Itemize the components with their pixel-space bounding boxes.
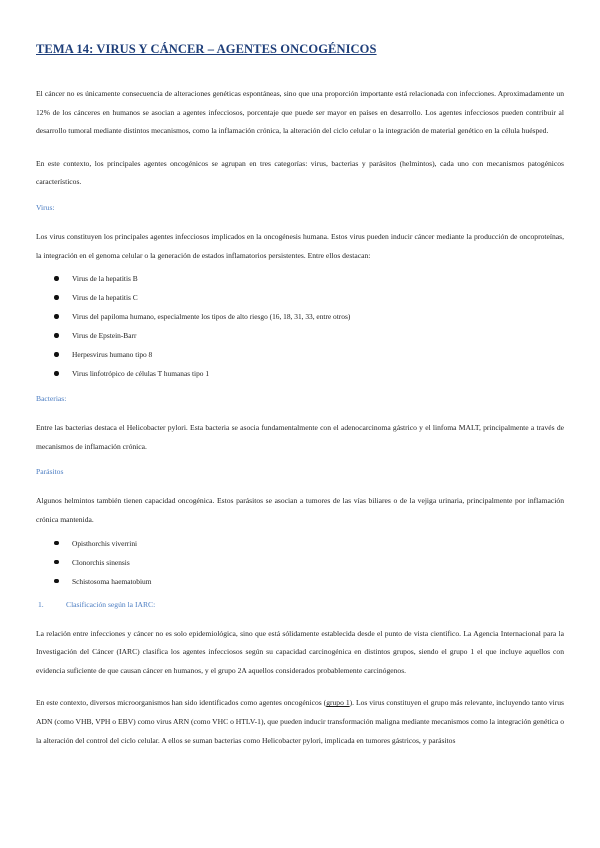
bacteria-paragraph: Entre las bacterias destaca el Helicobacter pylori. Esta bacteria se asocia fundamentalmente con el adenocarcinoma gástrico y el linfoma MALT, principalmente a través de mecanismos de inflamación crónica. <box>36 423 564 451</box>
section-1-paragraph-2 <box>36 694 564 750</box>
document-title: TEMA 14: VIRUS Y CÁNCER – AGENTES ONCOGÉNICOS <box>36 42 377 56</box>
virus-heading: Virus: <box>36 202 55 212</box>
bacteria-heading: Bacterias: <box>36 394 67 404</box>
spacer <box>36 680 564 694</box>
bullet-icon <box>54 371 59 376</box>
list-item <box>54 288 564 307</box>
list-item-text: Virus del papiloma humano, especialmente los tipos de alto riesgo (16, 18, 31, 33, entre otros) <box>72 312 351 322</box>
list-item-text: Virus de la hepatitis C <box>72 293 138 303</box>
list-item <box>54 572 564 591</box>
list-item <box>54 364 564 383</box>
parasites-list <box>36 534 564 591</box>
list-item <box>54 307 564 326</box>
list-item-text: Virus linfotrópico de células T humanas tipo 1 <box>72 369 210 379</box>
list-item <box>54 345 564 364</box>
text-run: En este contexto, diversos microorganismos han sido identificados como agentes oncogénicos ( <box>36 698 327 708</box>
bullet-icon <box>54 560 59 565</box>
list-item <box>54 553 564 572</box>
list-item-text: Schistosoma haematobium <box>72 576 152 586</box>
list-item-text: Opisthorchis viverrini <box>72 538 138 548</box>
list-item-text: Virus de la hepatitis B <box>72 274 138 284</box>
virus-paragraph: Los virus constituyen los principales agentes infecciosos implicados en la oncogénesis humana. Estos virus pueden inducir cáncer mediante la producción de oncoproteínas, la integración en el genoma celular o la generación de estados inflamatorios persistentes. Entre ellos destacan: <box>36 231 564 260</box>
list-item <box>54 269 564 288</box>
bullet-icon <box>54 352 59 357</box>
underlined-text: grupo 1 <box>326 698 350 708</box>
section-1-paragraph-1: La relación entre infecciones y cáncer no es solo epidemiológica, sino que está sólidamente establecida desde el punto de vista científico. La Agencia Internacional para la Investigación del Cáncer (IARC) clasifica los agentes infecciosos según su capacidad carcinogénica en distintos grupos, siendo el grupo 1 el que incluye aquellos con evidencia suficiente de que causan cáncer en humanos, y el grupo 2A aquellos considerados probablemente carcinógenos. <box>36 628 564 675</box>
bullet-icon <box>54 333 59 338</box>
list-item <box>54 326 564 345</box>
section-1-heading <box>36 599 564 611</box>
list-item-text: Clonorchis sinensis <box>72 557 130 567</box>
spacer <box>36 141 564 155</box>
bullet-icon <box>54 541 59 546</box>
list-item-text: Herpesvirus humano tipo 8 <box>72 350 153 360</box>
intro-paragraph-1: El cáncer no es únicamente consecuencia de alteraciones genéticas espontáneas, sino que una proporción importante está relacionada con infecciones. Aproximadamente un 12% de los cánceres en humanos se asocian a agentes infecciosos, porcentaje que puede ser mayor en países en desarrollo. Los agentes infecciosos pueden contribuir al desarrollo tumoral mediante distintos mecanismos, como la inflamación crónica, la alteración del ciclo celular o la integración de material genético en la célula huésped. <box>36 89 564 136</box>
list-item <box>54 534 564 553</box>
text-run: ). Los virus constituyen el grupo más relevante, incluyendo tanto virus ADN (como VHB, VPH o EBV) como virus ARN (como VHC o HTLV-1), que pueden inducir transformación maligna mediante mecanismos como la integración genética o la alteración del control del ciclo celular. A ellos se suman bacterias como Helicobacter pylori, implicada en tumores gástricos, y parásitos <box>36 698 565 745</box>
bullet-icon <box>54 276 59 281</box>
bullet-icon <box>54 314 59 319</box>
intro-paragraph-2: En este contexto, los principales agentes oncogénicos se agrupan en tres categorías: virus, bacterias y parásitos (helmintos), cada uno con mecanismos patogénicos característicos. <box>36 158 564 187</box>
section-title: Clasificación según la IARC: <box>66 599 156 609</box>
virus-list <box>36 269 564 383</box>
bullet-icon <box>54 579 59 584</box>
parasites-heading: Parásitos <box>36 467 64 477</box>
list-item-text: Virus de Epstein-Barr <box>72 331 137 341</box>
section-number: 1. <box>38 599 44 609</box>
parasites-paragraph: Algunos helmintos también tienen capacidad oncogénica. Estos parásitos se asocian a tumores de las vías biliares o de la vejiga urinaria, principalmente por inflamación crónica mantenida. <box>36 496 564 524</box>
bullet-icon <box>54 295 59 300</box>
